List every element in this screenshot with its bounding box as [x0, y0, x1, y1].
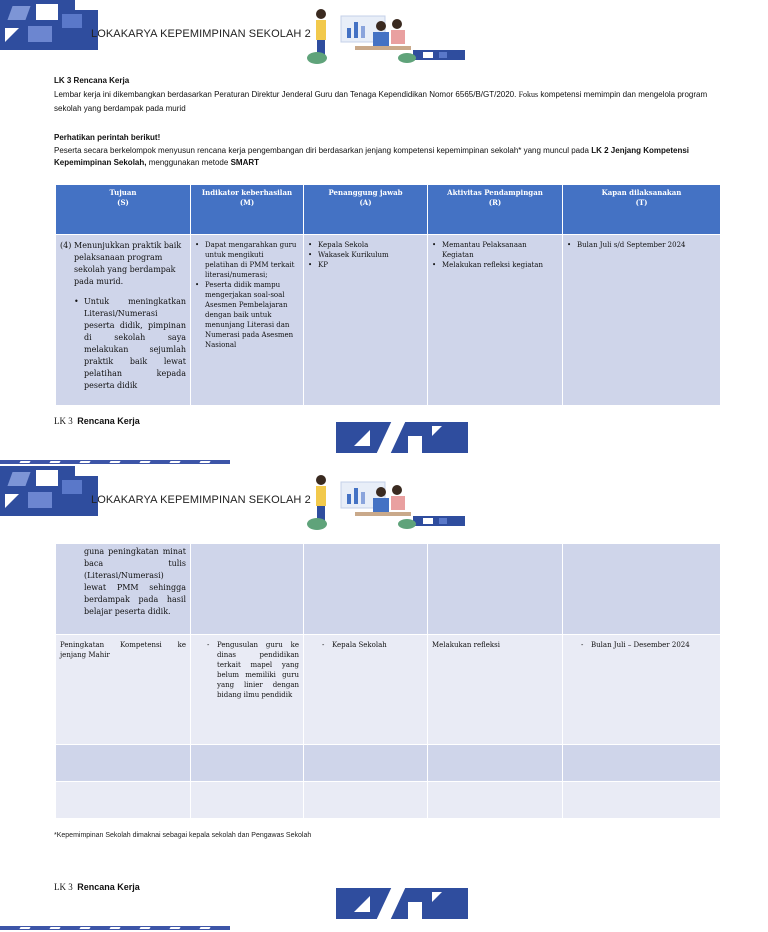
- cell-empty: [428, 544, 563, 635]
- intro-heading: LK 3 Rencana Kerja: [54, 76, 130, 85]
- kapan-list: [581, 640, 716, 650]
- cell-empty: [563, 544, 721, 635]
- list-item: • Peserta didik mampu mengerjakan soal-soal Asesmen Pembelajaran dengan baik untuk menunjang Literasi dan Numerasi pada Asesmen Nasional: [195, 280, 299, 350]
- cell-penanggung-jawab: [304, 635, 428, 745]
- list-item: - Pengusulan guru ke dinas pendidikan terkait mapel yang belum memiliki guru yang linier dengan bidang ilmu pendidik: [207, 640, 299, 700]
- list-item: • Wakasek Kurikulum: [308, 250, 423, 260]
- intro-text-1: Lembar kerja ini dikembangkan berdasarkan Peraturan Direktur Jenderal Guru dan Tenaga Kependidikan Nomor 6565/B/GT/2020.: [54, 90, 517, 99]
- header-tujuan: Tujuan (S): [56, 185, 191, 235]
- header-aktivitas: Aktivitas Pendampingan (R): [428, 185, 563, 235]
- header-penanggung-jawab: Penanggung jawab (A): [304, 185, 428, 235]
- list-item: • KP: [308, 260, 423, 270]
- instructions-text-2: menggunakan metode: [148, 158, 229, 167]
- cell-aktivitas: [428, 235, 563, 406]
- instructions-bold-1: LK 2 Jenjang Kompetensi Kepemimpinan Sekolah,: [54, 146, 690, 167]
- cell-tujuan: [56, 235, 191, 406]
- intro-fokus: Fokus: [518, 90, 539, 99]
- cell-empty: [191, 544, 304, 635]
- page-divider-strip: [0, 460, 230, 464]
- instructions-bold-2: SMART: [230, 158, 260, 167]
- footer-label: LK 3 Rencana Kerja: [54, 882, 140, 892]
- cell-indikator: [191, 635, 304, 745]
- cell-empty: [56, 745, 191, 782]
- table-row: [56, 544, 721, 635]
- header-kapan: Kapan dilaksanakan (T): [563, 185, 721, 235]
- cell-kapan: [563, 235, 721, 406]
- list-item: • Memantau Pelaksanaan Kegiatan: [432, 240, 558, 260]
- penanggung-list: [322, 640, 423, 650]
- smart-table-part1: [55, 184, 721, 406]
- tujuan-item: (4) Menunjukkan praktik baik pelaksanaan program sekolah yang berdampak pada murid.: [60, 241, 182, 286]
- penanggung-list: [308, 240, 423, 270]
- cell-empty: [56, 782, 191, 819]
- cell-kapan: [563, 635, 721, 745]
- cell-aktivitas: Melakukan refleksi: [428, 635, 563, 745]
- list-item: • Dapat mengarahkan guru untuk mengikuti pelatihan di PMM terkait literasi/numerasi;: [195, 240, 299, 280]
- instructions-text-1: Peserta secara berkelompok menyusun rencana kerja pengembangan diri berdasarkan jenjang kompetensi kepemimpinan sekolah* yang muncul pada: [54, 146, 589, 155]
- list-item: - Kepala Sekolah: [322, 640, 423, 650]
- cell-empty: [304, 782, 428, 819]
- list-item: • Melakukan refleksi kegiatan: [432, 260, 558, 270]
- header-title: LOKAKARYA KEPEMIMPINAN SEKOLAH 2: [91, 28, 311, 40]
- cell-empty: [191, 782, 304, 819]
- table-header-row: [56, 185, 721, 235]
- table-row: [56, 745, 721, 782]
- footer-logo-badge: [336, 888, 468, 919]
- smart-table-part2: [55, 543, 721, 819]
- footer-logo-badge: [336, 422, 468, 453]
- header-title: LOKAKARYA KEPEMIMPINAN SEKOLAH 2: [91, 494, 311, 506]
- cell-empty: [563, 745, 721, 782]
- cell-empty: [428, 745, 563, 782]
- cell-empty: [304, 544, 428, 635]
- list-item: • Kepala Sekola: [308, 240, 423, 250]
- cell-empty: [428, 782, 563, 819]
- team-illustration: [305, 2, 465, 68]
- aktivitas-list: [432, 240, 558, 270]
- cell-penanggung-jawab: [304, 235, 428, 406]
- tujuan-bullets: [74, 296, 186, 392]
- tujuan-bullet: • Untuk meningkatkan Literasi/Numerasi peserta didik, pimpinan di sekolah saya melakukan sejumlah praktik baik lewat pelatihan kepada peserta didik: [74, 296, 186, 392]
- cell-tujuan-continued: [56, 544, 191, 635]
- header-logo-pattern: [0, 466, 98, 516]
- tujuan-bullet-continued: guna peningkatan minat baca tulis (Literasi/Numerasi) lewat PMM sehingga berdampak pada hasil belajar peserta didik.: [84, 547, 186, 616]
- team-illustration: [305, 468, 465, 534]
- cell-indikator: [191, 235, 304, 406]
- footer-label: LK 3 Rencana Kerja: [54, 416, 140, 426]
- cell-empty: [304, 745, 428, 782]
- indikator-list: [207, 640, 299, 700]
- intro-block: [54, 74, 724, 116]
- page-divider-strip: [0, 926, 230, 930]
- header-indikator: Indikator keberhasilan (M): [191, 185, 304, 235]
- list-item: - Bulan Juli – Desember 2024: [581, 640, 716, 650]
- instructions-heading: Perhatikan perintah berikut!: [54, 133, 161, 142]
- footnote: *Kepemimpinan Sekolah dimaknai sebagai kepala sekolah dan Pengawas Sekolah: [54, 832, 312, 839]
- cell-empty: [563, 782, 721, 819]
- indikator-list: [195, 240, 299, 350]
- cell-empty: [191, 745, 304, 782]
- header-logo-pattern: [0, 0, 98, 50]
- list-item: • Bulan Juli s/d September 2024: [567, 240, 716, 250]
- instructions-block: [54, 131, 724, 169]
- kapan-list: [567, 240, 716, 250]
- cell-tujuan: Peningkatan Kompetensi ke jenjang Mahir: [56, 635, 191, 745]
- intro-text-2: kompetensi memimpin dan mengelola program sekolah yang berdampak pada murid: [54, 90, 708, 113]
- table-row: [56, 635, 721, 745]
- table-row: [56, 235, 721, 406]
- table-row: [56, 782, 721, 819]
